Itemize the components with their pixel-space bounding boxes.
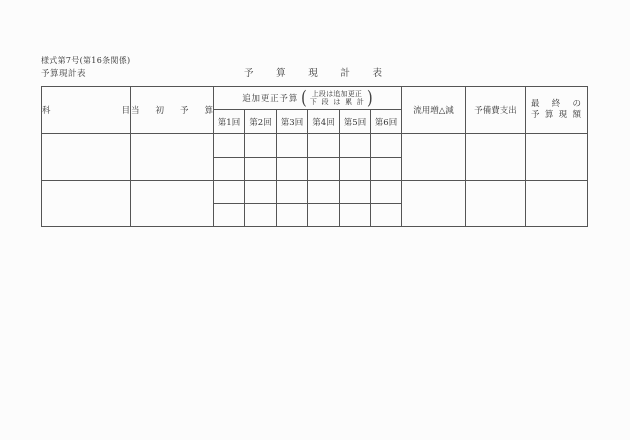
cell-round3-row2-upper [277,181,308,204]
round-header-5: 第5回 [340,110,371,134]
cell-round2-row1-upper [245,134,277,158]
note-line1: 上段は追加更正 [311,89,363,98]
cell-round4-row1-lower [308,158,340,181]
col-header-supplementary-group [214,87,402,110]
round-header-2: 第2回 [245,110,277,134]
table-title: 予 算 現 計 表 [244,68,382,79]
cell-round4-row1-upper [308,134,340,158]
cell-final-row2 [526,181,588,227]
cell-round3-row1-lower [277,158,308,181]
supplementary-group-content [214,86,401,109]
col-header-reserve: 予備費支出 [466,87,526,134]
cell-round5-row2-upper [340,181,371,204]
col-header-final-budget [526,87,588,134]
col-header-initial-budget: 当 初 予 算 [131,87,214,134]
form-title-left: 予算現計表 [41,69,87,79]
cell-round1-row1-upper [214,134,245,158]
final-budget-line1: 最 終 の [531,99,581,109]
col-header-subject: 科 目 [42,87,131,134]
round-header-4: 第4回 [308,110,340,134]
col-header-diversion: 流用増△減 [402,87,466,134]
cell-final-row1 [526,134,588,181]
cell-diversion-row1 [402,134,466,181]
round-header-3: 第3回 [277,110,308,134]
final-budget-line2: 予 算 現 額 [531,110,581,120]
cell-subject-row2 [42,181,131,227]
cell-round6-row1-lower [371,158,402,181]
cell-round5-row1-lower [340,158,371,181]
cell-round6-row1-upper [371,134,402,158]
cell-round2-row2-upper [245,181,277,204]
cell-round3-row1-upper [277,134,308,158]
body-row-1-upper [42,134,588,158]
round-header-6: 第6回 [371,110,402,134]
cell-round5-row1-upper [340,134,371,158]
cell-round4-row2-upper [308,181,340,204]
supplementary-budget-label: 追加更正予算 [242,94,299,104]
budget-table [41,86,588,227]
cell-round1-row2-upper [214,181,245,204]
cell-initial-row2 [131,181,214,227]
supplementary-note [310,90,364,107]
cell-round2-row2-lower [245,204,277,227]
cell-reserve-row1 [466,134,526,181]
cell-round6-row2-lower [371,204,402,227]
cell-round1-row1-lower [214,158,245,181]
note-line2: 下 段 は 累 計 [309,98,364,106]
cell-round4-row2-lower [308,204,340,227]
cell-subject-row1 [42,134,131,181]
cell-round6-row2-upper [371,181,402,204]
header-row-1 [42,87,588,110]
form-number: 様式第7号(第16条関係) [41,56,131,65]
cell-reserve-row2 [466,181,526,227]
body-row-2-upper [42,181,588,204]
note-close-paren: ) [366,86,373,109]
note-open-paren: ( [301,86,307,109]
cell-initial-row1 [131,134,214,181]
cell-round2-row1-lower [245,158,277,181]
cell-round5-row2-lower [340,204,371,227]
cell-round3-row2-lower [277,204,308,227]
cell-round1-row2-lower [214,204,245,227]
cell-diversion-row2 [402,181,466,227]
round-header-1: 第1回 [214,110,245,134]
